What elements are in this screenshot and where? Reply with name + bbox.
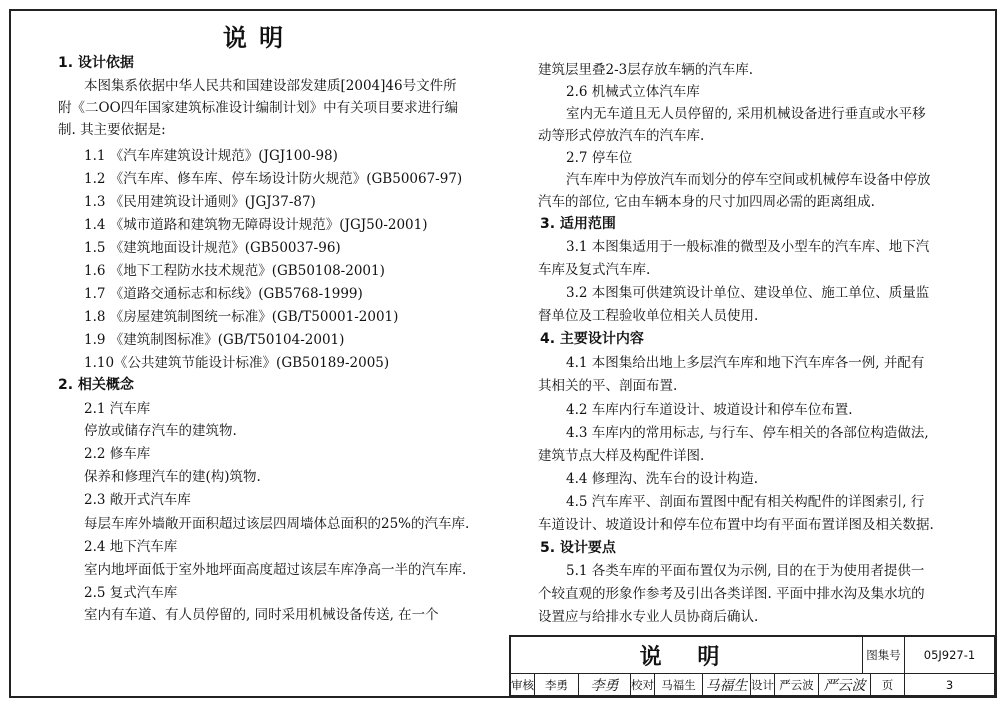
text-line: 4.3 车库内的常用标志, 与行车、停车相关的各部位构造做法, xyxy=(566,425,929,441)
text-line: 4.2 车库内行车道设计、坡道设计和停车位布置. xyxy=(566,402,853,418)
text-line: 车道设计、坡道设计和停车位布置中均有平面布置详图及相关数据. xyxy=(538,517,934,533)
check-label: 校对 xyxy=(631,674,655,696)
text-line: 室内无车道且无人员停留的, 采用机械设备进行垂直或水平移 xyxy=(566,106,926,122)
text-line: 3.1 本图集适用于一般标准的微型及小型车的汽车库、地下汽 xyxy=(566,239,930,255)
text-line: 1.7 《道路交通标志和标线》(GB5768-1999) xyxy=(84,286,363,302)
check-signature: 马福生 xyxy=(703,674,751,696)
title-block xyxy=(509,635,995,696)
atlas-label: 图集号 xyxy=(863,637,905,674)
text-line: 1.1 《汽车库建筑设计规范》(JGJ100-98) xyxy=(84,148,338,164)
section-heading: 1. 设计依据 xyxy=(58,55,134,71)
text-line: 1.8 《房屋建筑制图统一标准》(GB/T50001-2001) xyxy=(84,309,399,325)
text-line: 保养和修理汽车的建(构)筑物. xyxy=(84,469,261,485)
text-line: 设置应与给排水专业人员协商后确认. xyxy=(538,609,759,625)
text-line: 建筑节点大样及构配件详图. xyxy=(538,448,705,464)
text-line: 4.4 修理沟、洗车台的设计构造. xyxy=(566,471,759,487)
atlas-number: 05J927-1 xyxy=(905,637,995,674)
text-line: 室内有车道、有人员停留的, 同时采用机械设备传送, 在一个 xyxy=(84,607,439,623)
text-line: 停放或储存汽车的建筑物. xyxy=(84,423,237,439)
text-line: 1.2 《汽车库、修车库、停车场设计防火规范》(GB50067-97) xyxy=(84,171,463,187)
text-line: 制. 其主要依据是: xyxy=(58,122,166,138)
text-line: 2.1 汽车库 xyxy=(84,401,151,417)
text-line: 2.4 地下汽车库 xyxy=(84,539,178,555)
text-line: 1.4 《城市道路和建筑物无障碍设计规范》(JGJ50-2001) xyxy=(84,217,428,233)
text-line: 个较直观的形象作参考及引出各类详图. 平面中排水沟及集水坑的 xyxy=(538,586,925,602)
text-line: 动等形式停放汽车的汽车库. xyxy=(538,128,705,144)
review-signature: 李勇 xyxy=(579,674,631,696)
page-title: 说 明 xyxy=(222,23,286,52)
text-line: 1.10《公共建筑节能设计标准》(GB50189-2005) xyxy=(84,355,390,371)
design-label: 设计 xyxy=(751,674,775,696)
text-line: 室内地坪面低于室外地坪面高度超过该层车库净高一半的汽车库. xyxy=(84,562,467,578)
check-name: 马福生 xyxy=(655,674,703,696)
review-label: 审核 xyxy=(511,674,535,696)
text-line: 建筑层里叠2-3层存放车辆的汽车库. xyxy=(538,62,754,78)
text-line: 3.2 本图集可供建筑设计单位、建设单位、施工单位、质量监 xyxy=(566,285,930,301)
drawing-name: 说 明 xyxy=(511,637,863,674)
section-heading: 3. 适用范围 xyxy=(540,216,616,232)
text-line: 本图集系依据中华人民共和国建设部发建质[2004]46号文件所 xyxy=(84,78,457,94)
text-line: 1.6 《地下工程防水技术规范》(GB50108-2001) xyxy=(84,263,385,279)
section-heading: 5. 设计要点 xyxy=(540,540,616,556)
text-line: 1.5 《建筑地面设计规范》(GB50037-96) xyxy=(84,240,341,256)
text-line: 2.5 复式汽车库 xyxy=(84,585,178,601)
page-number: 3 xyxy=(905,674,995,696)
design-name: 严云波 xyxy=(775,674,819,696)
text-line: 附《二OO四年国家建筑标准设计编制计划》中有关项目要求进行编 xyxy=(58,100,459,116)
text-line: 2.2 修车库 xyxy=(84,446,151,462)
section-heading: 4. 主要设计内容 xyxy=(540,331,644,347)
text-line: 督单位及工程验收单位相关人员使用. xyxy=(538,308,759,324)
text-line: 5.1 各类车库的平面布置仅为示例, 目的在于为使用者提供一 xyxy=(566,563,925,579)
text-line: 汽车库中为停放汽车而划分的停车空间或机械停车设备中停放 xyxy=(566,172,931,188)
text-line: 2.3 敞开式汽车库 xyxy=(84,492,191,508)
text-line: 车库及复式汽车库. xyxy=(538,262,651,278)
text-line: 4.1 本图集给出地上多层汽车库和地下汽车库各一例, 并配有 xyxy=(566,355,925,371)
design-signature: 严云波 xyxy=(819,674,871,696)
page-label: 页 xyxy=(871,674,905,696)
section-heading: 2. 相关概念 xyxy=(58,377,134,393)
review-name: 李勇 xyxy=(535,674,579,696)
text-line: 其相关的平、剖面布置. xyxy=(538,378,678,394)
text-line: 2.7 停车位 xyxy=(566,150,633,166)
text-line: 1.9 《建筑制图标准》(GB/T50104-2001) xyxy=(84,332,345,348)
text-line: 1.3 《民用建筑设计通则》(JGJ37-87) xyxy=(84,194,316,210)
text-line: 汽车的部位, 它由车辆本身的尺寸加四周必需的距离组成. xyxy=(538,194,875,210)
text-line: 4.5 汽车库平、剖面布置图中配有相关构配件的详图索引, 行 xyxy=(566,494,925,510)
text-line: 每层车库外墙敞开面积超过该层四周墙体总面积的25%的汽车库. xyxy=(84,516,470,532)
text-line: 2.6 机械式立体汽车库 xyxy=(566,84,700,100)
